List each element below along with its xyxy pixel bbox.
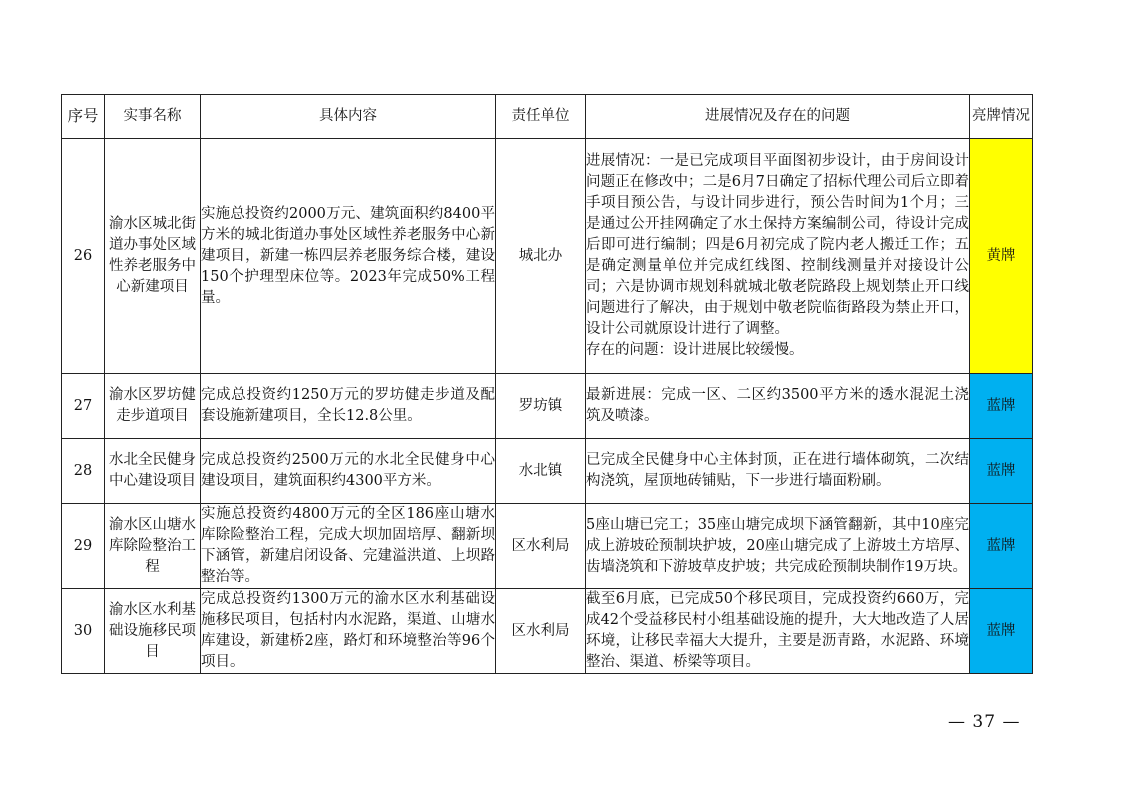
- row-no: 27: [62, 374, 105, 439]
- row-content: 完成总投资约1250万元的罗坊健走步道及配套设施新建项目，全长12.8公里。: [201, 374, 496, 439]
- row-name: 渝水区山塘水库除险整治工程: [105, 504, 201, 589]
- row-content: 完成总投资约2500万元的水北全民健身中心建设项目，建筑面积约4300平方米。: [201, 439, 496, 504]
- row-progress: 5座山塘已完工；35座山塘完成坝下涵管翻新，其中10座完成上游坡砼预制块护坡，20座山塘完成了上游坡土方培厚、齿墙浇筑和下游坡草皮护坡；共完成砼预制块制作19万块。: [586, 504, 970, 589]
- table-row: [62, 504, 1033, 589]
- row-content: 实施总投资约2000万元、建筑面积约8400平方米的城北街道办事处区域性养老服务中心新建项目，新建一栋四层养老服务综合楼，建设150个护理型床位等。2023年完成50%工程量。: [201, 139, 496, 374]
- row-name: 渝水区罗坊健走步道项目: [105, 374, 201, 439]
- table-row: [62, 139, 1033, 374]
- table-row: [62, 439, 1033, 504]
- row-content: 实施总投资约4800万元的全区186座山塘水库除险整治工程，完成大坝加固培厚、翻新坝下涵管，新建启闭设备、完建溢洪道、上坝路整治等。: [201, 504, 496, 589]
- status-badge: 蓝牌: [970, 374, 1033, 439]
- status-badge: 蓝牌: [970, 504, 1033, 589]
- status-badge: 蓝牌: [970, 439, 1033, 504]
- header-status: 亮牌情况: [970, 95, 1033, 139]
- row-name: 水北全民健身中心建设项目: [105, 439, 201, 504]
- row-name: 渝水区城北街道办事处区域性养老服务中心新建项目: [105, 139, 201, 374]
- row-unit: 区水利局: [496, 589, 586, 674]
- progress-table: [61, 94, 1033, 674]
- row-progress: 已完成全民健身中心主体封顶，正在进行墙体砌筑，二次结构浇筑，屋顶地砖铺贴，下一步进行墙面粉刷。: [586, 439, 970, 504]
- status-badge: 黄牌: [970, 139, 1033, 374]
- page-number: — 37 —: [948, 712, 1021, 732]
- row-unit: 城北办: [496, 139, 586, 374]
- row-issue: 存在的问题：设计进展比较缓慢。: [586, 342, 804, 358]
- row-no: 29: [62, 504, 105, 589]
- row-unit: 区水利局: [496, 504, 586, 589]
- row-content: 完成总投资约1300万元的渝水区水利基础设施移民项目，包括村内水泥路，渠道、山塘水库建设，新建桥2座，路灯和环境整治等96个项目。: [201, 589, 496, 674]
- row-no: 26: [62, 139, 105, 374]
- row-name: 渝水区水利基础设施移民项目: [105, 589, 201, 674]
- row-progress: 进展情况：一是已完成项目平面图初步设计，由于房间设计问题正在修改中；二是6月7日确定了招标代理公司后立即着手项目预公告，与设计同步进行，预公告时间为1个月；三是通过公开挂网确定了水土保持方案编制公司，待设计完成后即可进行编制；四是6月初完成了院内老人搬迁工作；五是确定测量单位并完成红线图、控制线测量并对接设计公司；六是协调市规划科就城北敬老院路段上规划禁止开口线问题进行了解决，由于规划中敬老院临街路段为禁止开口，设计公司就原设计进行了调整。: [586, 153, 969, 337]
- row-unit: 罗坊镇: [496, 374, 586, 439]
- row-unit: 水北镇: [496, 439, 586, 504]
- row-progress: 最新进展：完成一区、二区约3500平方米的透水混泥土浇筑及喷漆。: [586, 374, 970, 439]
- header-no: 序号: [62, 95, 105, 139]
- table-row: [62, 589, 1033, 674]
- header-progress: 进展情况及存在的问题: [586, 95, 970, 139]
- table-row: [62, 374, 1033, 439]
- row-progress-cell: [586, 139, 970, 374]
- status-badge: 蓝牌: [970, 589, 1033, 674]
- header-unit: 责任单位: [496, 95, 586, 139]
- header-name: 实事名称: [105, 95, 201, 139]
- header-content: 具体内容: [201, 95, 496, 139]
- row-progress: 截至6月底，已完成50个移民项目，完成投资约660万，完成42个受益移民村小组基础设施的提升，大大地改造了人居环境，让移民幸福大大提升，主要是沥青路，水泥路、环境整治、渠道、桥梁等项目。: [586, 589, 970, 674]
- table-header-row: [62, 95, 1033, 139]
- row-no: 30: [62, 589, 105, 674]
- row-no: 28: [62, 439, 105, 504]
